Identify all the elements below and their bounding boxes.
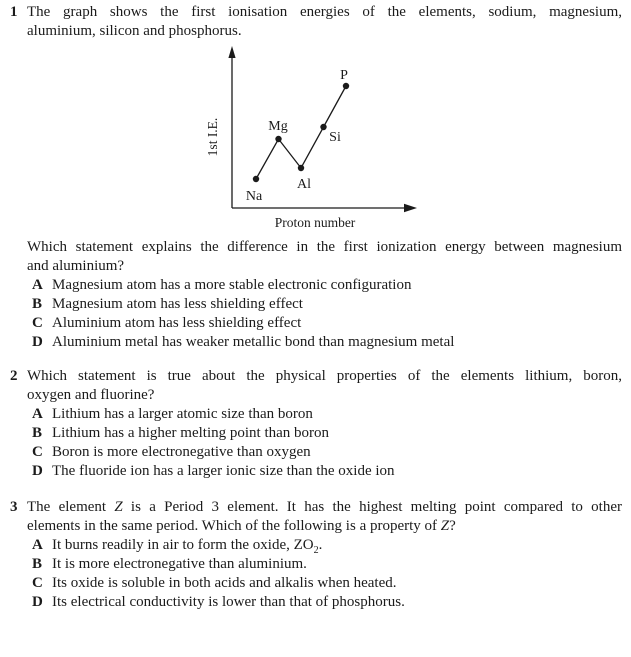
option-letter: B [32,425,43,441]
question-2-stem-line-1: Which statement is true about the physical properties of the elements lithium, boron, [27,368,622,384]
option-letter: C [32,444,43,460]
question-2-option-b [32,424,622,443]
option-letter: D [32,594,43,610]
option-text: Lithium has a higher melting point than boron [52,425,330,441]
option-text: Lithium has a larger atomic size than boron [52,406,313,422]
point-label-na: Na [245,189,263,204]
question-3-stem-line-1: The element Z is a Period 3 element. It has the highest melting point compared to other [27,499,622,515]
point-label-p: P [340,68,348,83]
data-point [298,165,304,171]
question-3 [0,498,631,612]
option-text: Magnesium atom has a more stable electronic configuration [52,277,412,293]
option-text: It is more electronegative than aluminium. [52,556,307,572]
question-1-prompt-line-2: and aluminium? [27,258,125,274]
question-2-stem-line-2: oxygen and fluorine? [27,387,155,403]
y-axis-arrowhead [228,46,235,58]
first-ionisation-energy-graph [190,44,430,236]
option-letter: B [32,556,43,572]
x-axis-arrowhead [404,204,417,212]
option-text: It burns readily in air to form the oxide, $ZO_2$. [52,537,323,556]
question-2-number: 2 [10,368,18,384]
option-text: Magnesium atom has less shielding effect [52,296,303,312]
question-3-number: 3 [10,499,18,515]
option-letter: D [32,463,43,479]
option-text: Aluminium atom has less shielding effect [52,315,302,331]
option-text: Its oxide is soluble in both acids and alkalis when heated. [52,575,397,591]
question-1-number: 1 [10,4,18,20]
question-2-option-a [32,405,622,424]
question-1-option-a [32,276,622,295]
question-1-prompt-line-1: Which statement explains the difference in the first ionization energy between magnesium [27,239,622,255]
option-letter: A [32,406,43,422]
question-3-option-b [32,555,622,574]
point-label-mg: Mg [268,119,288,134]
question-2-option-c [32,443,622,462]
question-1-option-d [32,333,622,352]
option-letter: B [32,296,43,312]
option-letter: C [32,575,43,591]
option-letter: C [32,315,43,331]
question-1-stem-line-1: The graph shows the first ionisation energies of the elements, sodium, magnesium, [27,4,622,20]
graph-canvas [190,44,430,236]
option-text: The fluoride ion has a larger ionic size than the oxide ion [52,463,395,479]
question-2 [0,367,631,481]
question-1-intro [0,3,631,41]
option-letter: A [32,277,43,293]
question-3-stem-line-2: elements in the same period. Which of the following is a property of Z? [27,518,456,534]
option-text: Its electrical conductivity is lower than that of phosphorus. [52,594,405,610]
data-point [275,136,281,142]
data-point [253,176,259,182]
question-1-stem-line-2: aluminium, silicon and phosphorus. [27,23,242,39]
data-point [320,124,326,130]
question-3-option-a [32,536,622,555]
question-1-option-c [32,314,622,333]
y-axis-label: 1st I.E. [205,117,220,157]
option-letter: D [32,334,43,350]
question-3-option-c [32,574,622,593]
x-axis-label: Proton number [274,215,356,230]
question-2-option-d [32,462,622,481]
question-1-option-b [32,295,622,314]
option-text: Aluminium metal has weaker metallic bond than magnesium metal [52,334,455,350]
option-text: Boron is more electronegative than oxygen [52,444,311,460]
point-label-si: Si [329,130,341,145]
point-label-al: Al [297,177,311,192]
option-letter: A [32,537,43,553]
question-3-option-d [32,593,622,612]
data-point [343,83,349,89]
question-1-body [0,238,631,352]
